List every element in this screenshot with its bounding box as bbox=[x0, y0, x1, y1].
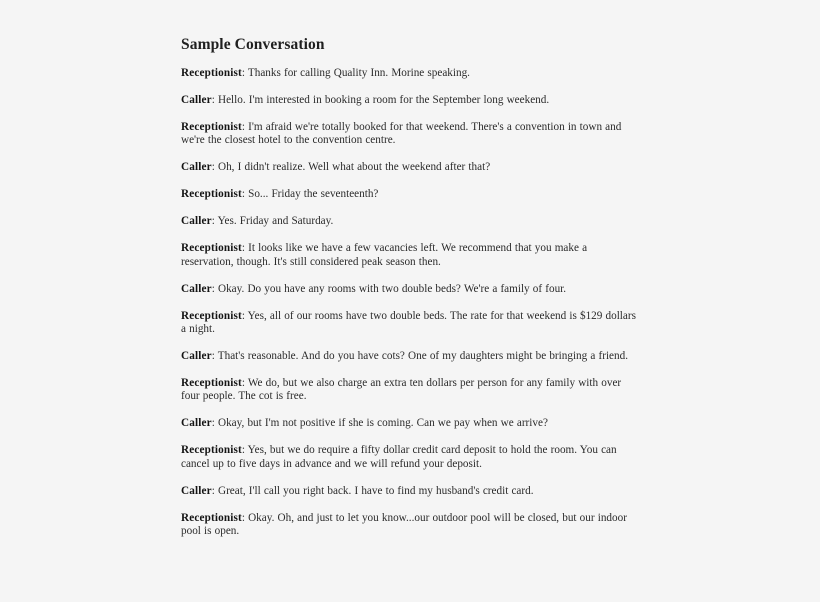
transcript-line bbox=[181, 283, 639, 296]
speaker-separator: : bbox=[241, 188, 245, 201]
speaker-separator: : bbox=[241, 511, 245, 524]
speaker-separator: : bbox=[211, 350, 215, 363]
transcript-line bbox=[181, 161, 639, 174]
transcript-line bbox=[181, 215, 639, 228]
speaker-separator: : bbox=[241, 444, 245, 457]
transcript-line bbox=[181, 242, 639, 269]
speaker-separator: : bbox=[211, 417, 215, 430]
utterance-text: Oh, I didn't realize. Well what about the weekend after that? bbox=[214, 161, 491, 174]
utterance-text: Great, I'll call you right back. I have to find my husband's credit card. bbox=[214, 484, 534, 497]
speaker-label: Caller bbox=[181, 161, 212, 174]
utterance-text: We do, but we also charge an extra ten dollars per person for any family with over four people. The cot is free. bbox=[181, 377, 622, 403]
speaker-label: Receptionist bbox=[181, 444, 242, 457]
speaker-label: Caller bbox=[181, 484, 212, 497]
utterance-text: That's reasonable. And do you have cots? One of my daughters might be bringing a friend. bbox=[214, 350, 629, 363]
speaker-separator: : bbox=[241, 309, 245, 322]
speaker-separator: : bbox=[241, 120, 245, 133]
speaker-separator: : bbox=[211, 161, 215, 174]
transcript-line bbox=[181, 377, 639, 404]
speaker-label: Receptionist bbox=[181, 511, 242, 524]
utterance-text: Yes. Friday and Saturday. bbox=[214, 215, 334, 228]
speaker-label: Receptionist bbox=[181, 242, 242, 255]
utterance-text: Hello. I'm interested in booking a room for the September long weekend. bbox=[214, 93, 550, 106]
transcript-line bbox=[181, 350, 639, 363]
speaker-separator: : bbox=[241, 66, 245, 79]
page-title: Sample Conversation bbox=[181, 36, 325, 53]
speaker-label: Caller bbox=[181, 282, 212, 295]
transcript-line bbox=[181, 310, 639, 337]
speaker-label: Caller bbox=[181, 417, 212, 430]
speaker-label: Caller bbox=[181, 215, 212, 228]
transcript-line bbox=[181, 121, 639, 148]
transcript-line bbox=[181, 67, 639, 80]
speaker-separator: : bbox=[211, 215, 215, 228]
speaker-separator: : bbox=[241, 242, 245, 255]
conversation-transcript bbox=[181, 67, 639, 539]
document-page bbox=[181, 36, 639, 539]
utterance-text: So... Friday the seventeenth? bbox=[244, 188, 379, 201]
speaker-separator: : bbox=[211, 484, 215, 497]
transcript-line bbox=[181, 485, 639, 498]
utterance-text: Yes, all of our rooms have two double beds. The rate for that weekend is $129 dollars a night. bbox=[181, 309, 636, 336]
utterance-text: Okay, but I'm not positive if she is coming. Can we pay when we arrive? bbox=[214, 417, 548, 430]
speaker-label: Caller bbox=[181, 350, 212, 363]
speaker-label: Caller bbox=[181, 93, 212, 106]
transcript-line bbox=[181, 188, 639, 201]
speaker-label: Receptionist bbox=[181, 188, 242, 201]
speaker-separator: : bbox=[211, 282, 215, 295]
transcript-line bbox=[181, 94, 639, 107]
transcript-line bbox=[181, 417, 639, 430]
utterance-text: I'm afraid we're totally booked for that weekend. There's a convention in town and we're the closest hotel to the convention centre. bbox=[181, 120, 622, 147]
speaker-separator: : bbox=[211, 93, 215, 106]
utterance-text: Yes, but we do require a fifty dollar credit card deposit to hold the room. You can cancel up to five days in advance and we will refund your deposit. bbox=[181, 444, 617, 470]
speaker-label: Receptionist bbox=[181, 120, 242, 133]
utterance-text: Thanks for calling Quality Inn. Morine speaking. bbox=[244, 66, 470, 79]
utterance-text: It looks like we have a few vacancies left. We recommend that you make a reservation, though. It's still considered peak season then. bbox=[181, 242, 588, 268]
utterance-text: Okay. Do you have any rooms with two double beds? We're a family of four. bbox=[214, 282, 567, 295]
transcript-line bbox=[181, 444, 639, 471]
speaker-label: Receptionist bbox=[181, 377, 242, 390]
speaker-separator: : bbox=[241, 377, 245, 390]
utterance-text: Okay. Oh, and just to let you know...our outdoor pool will be closed, but our indoor pool is open. bbox=[181, 511, 627, 538]
transcript-line bbox=[181, 512, 639, 539]
speaker-label: Receptionist bbox=[181, 309, 242, 322]
speaker-label: Receptionist bbox=[181, 66, 242, 79]
